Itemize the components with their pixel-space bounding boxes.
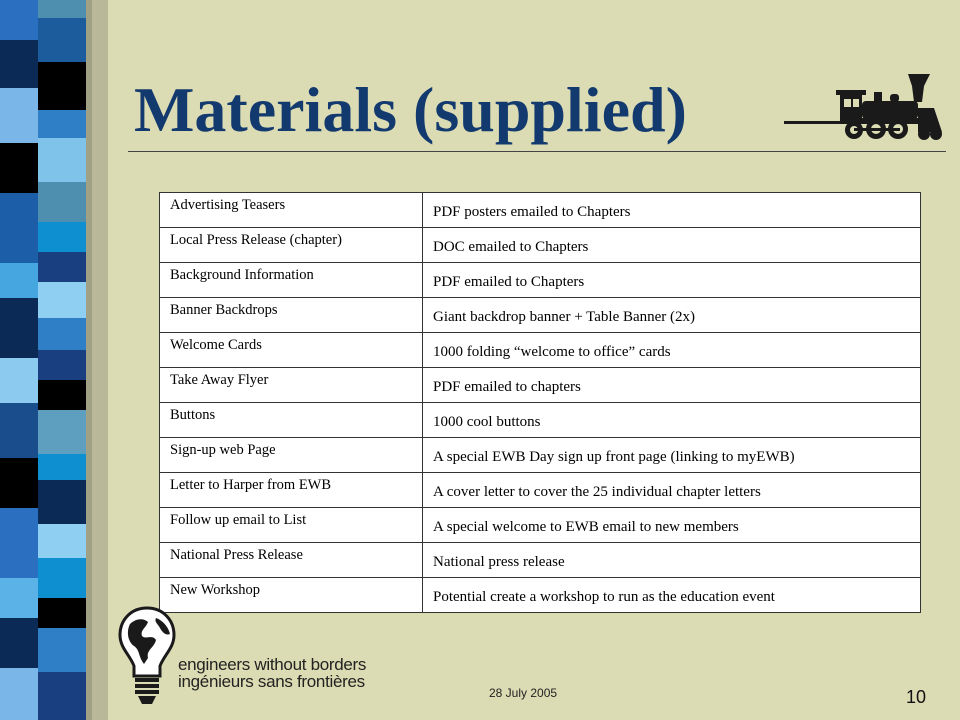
title-underline xyxy=(128,151,946,152)
material-item-cell: Welcome Cards xyxy=(160,333,423,368)
slide-number: 10 xyxy=(906,687,927,707)
material-item-cell: Sign-up web Page xyxy=(160,438,423,473)
material-item-cell: Take Away Flyer xyxy=(160,368,423,403)
table-row xyxy=(160,333,921,368)
material-description-cell: Giant backdrop banner + Table Banner (2x) xyxy=(423,298,921,333)
logo-line-french: ingénieurs sans frontières xyxy=(178,672,365,691)
material-description-cell: Potential create a workshop to run as the education event xyxy=(423,578,921,613)
table-row xyxy=(160,403,921,438)
material-description-cell: PDF emailed to Chapters xyxy=(423,263,921,298)
material-item-cell: New Workshop xyxy=(160,578,423,613)
footer-date: 28 July 2005 xyxy=(489,686,558,700)
material-description-cell: 1000 folding “welcome to office” cards xyxy=(423,333,921,368)
table-row xyxy=(160,543,921,578)
left-decorative-strip xyxy=(0,0,108,720)
table-row xyxy=(160,368,921,403)
material-item-cell: Advertising Teasers xyxy=(160,193,423,228)
table-row xyxy=(160,228,921,263)
table-row xyxy=(160,578,921,613)
materials-table xyxy=(159,192,921,613)
material-description-cell: A cover letter to cover the 25 individual chapter letters xyxy=(423,473,921,508)
material-item-cell: Banner Backdrops xyxy=(160,298,423,333)
slide-title: Materials (supplied) xyxy=(134,74,687,145)
logo-line-english: engineers without borders xyxy=(178,655,367,674)
material-description-cell: PDF posters emailed to Chapters xyxy=(423,193,921,228)
organization-logo-text xyxy=(178,656,366,690)
table-row xyxy=(160,298,921,333)
material-item-cell: Background Information xyxy=(160,263,423,298)
material-item-cell: Buttons xyxy=(160,403,423,438)
table-row xyxy=(160,473,921,508)
material-description-cell: A special welcome to EWB email to new members xyxy=(423,508,921,543)
lightbulb-globe-logo xyxy=(116,604,178,708)
material-description-cell: DOC emailed to Chapters xyxy=(423,228,921,263)
material-item-cell: Follow up email to List xyxy=(160,508,423,543)
material-description-cell: National press release xyxy=(423,543,921,578)
material-item-cell: Letter to Harper from EWB xyxy=(160,473,423,508)
table-row xyxy=(160,193,921,228)
material-item-cell: Local Press Release (chapter) xyxy=(160,228,423,263)
material-description-cell: A special EWB Day sign up front page (linking to myEWB) xyxy=(423,438,921,473)
steam-locomotive-icon xyxy=(784,74,946,144)
material-description-cell: PDF emailed to chapters xyxy=(423,368,921,403)
material-item-cell: National Press Release xyxy=(160,543,423,578)
table-row xyxy=(160,508,921,543)
table-row xyxy=(160,438,921,473)
material-description-cell: 1000 cool buttons xyxy=(423,403,921,438)
table-row xyxy=(160,263,921,298)
